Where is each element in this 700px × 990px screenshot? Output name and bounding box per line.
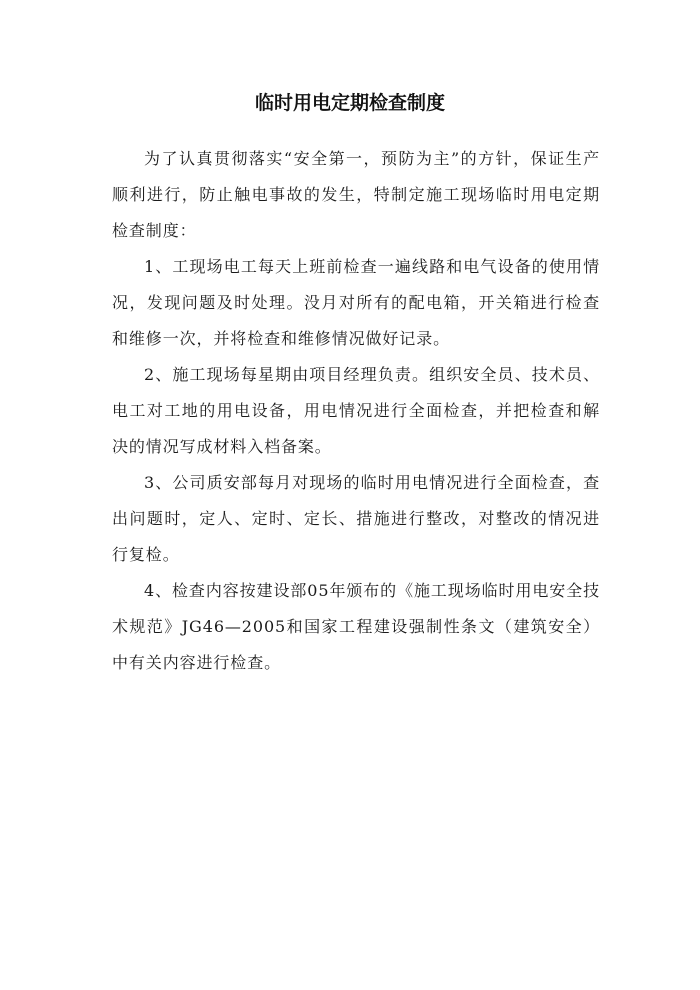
paragraph-item-1: 1、工现场电工每天上班前检查一遍线路和电气设备的使用情况，发现问题及时处理。没月对所有的配电箱，开关箱进行检查和维修一次，并将检查和维修情况做好记录。	[112, 257, 600, 348]
document-title: 临时用电定期检查制度	[254, 92, 445, 114]
paragraph-item-2: 2、施工现场每星期由项目经理负责。组织安全员、技术员、电工对工地的用电设备，用电情况进行全面检查，并把检查和解决的情况写成材料入档备案。	[112, 365, 600, 456]
paragraph-item-3: 3、公司质安部每月对现场的临时用电情况进行全面检查，查出问题时，定人、定时、定长、措施进行整改，对整改的情况进行复检。	[112, 473, 600, 564]
paragraph-item-4: 4、检查内容按建设部05年颁布的《施工现场临时用电安全技术规范》JG46—2005和国家工程建设强制性条文（建筑安全）中有关内容进行检查。	[112, 581, 600, 672]
paragraph-intro: 为了认真贯彻落实“安全第一，预防为主”的方针，保证生产顺利进行，防止触电事故的发生，特制定施工现场临时用电定期检查制度：	[112, 149, 600, 240]
document-body	[112, 141, 600, 681]
